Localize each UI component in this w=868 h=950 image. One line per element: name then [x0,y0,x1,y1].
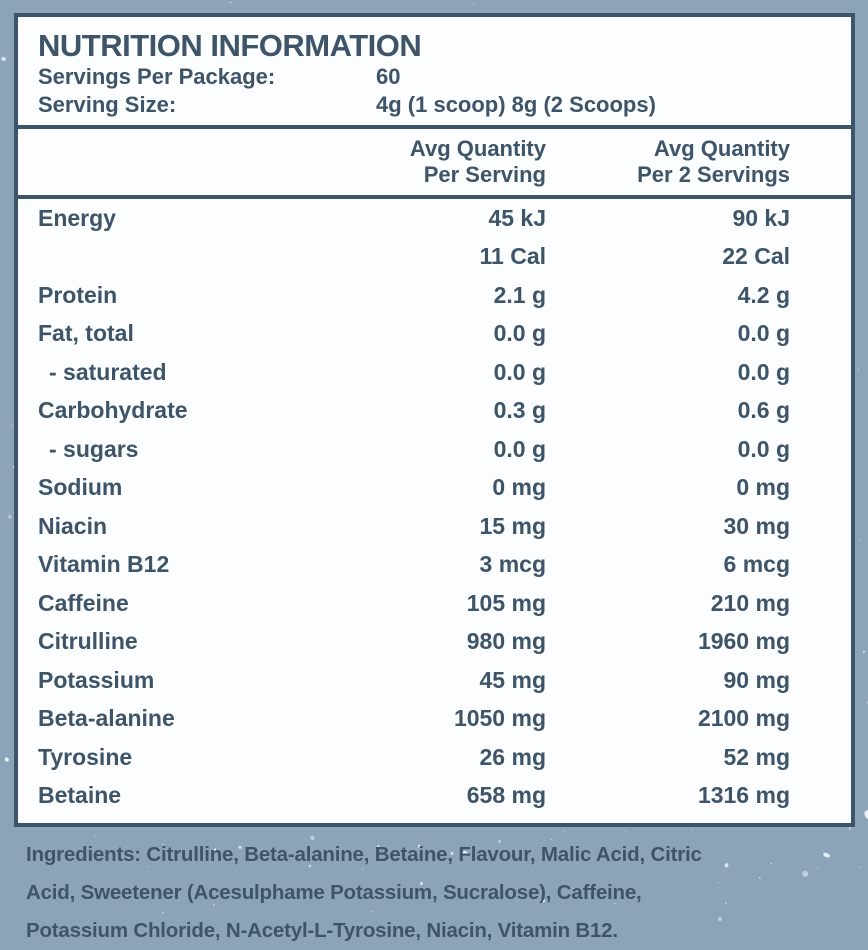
servings-per-package-row [38,63,831,91]
per-2-servings-value: 22 Cal [722,243,790,270]
per-serving-value: 26 mg [479,743,546,770]
card-header [18,17,851,125]
nutrient-label: Caffeine [38,589,129,616]
per-2-servings-value: 90 mg [723,666,790,693]
per-serving-value: 1050 mg [453,705,546,732]
table-row-betaine [18,777,851,816]
per-serving-value: 0.0 g [493,320,546,347]
serving-size-value: 4g (1 scoop) 8g (2 Scoops) [376,92,656,117]
per-2-servings-value: 90 kJ [732,204,790,231]
per-2-servings-value: 0.0 g [737,358,790,385]
per-2-servings-column-header [546,136,790,188]
serving-size-row [38,91,831,119]
ingredients-text [26,836,856,950]
table-row-fat-total [18,315,851,354]
per-serving-value: 11 Cal [479,243,546,270]
per-2-servings-value: 210 mg [710,589,790,616]
per-serving-value: 3 mcg [479,551,546,578]
per-serving-value: 2.1 g [493,281,546,308]
nutrient-label: Niacin [38,512,108,539]
nutrition-table [18,199,851,815]
nutrient-label: Fat, total [38,320,134,347]
nutrient-label: - sugars [49,435,139,462]
per-2-servings-value: 6 mcg [723,551,790,578]
nutrient-label: Citrulline [38,628,138,655]
servings-per-package-value: 60 [376,64,401,89]
per-serving-value: 105 mg [466,589,546,616]
per-2-servings-value: 0.0 g [737,435,790,462]
per-serving-value: 15 mg [479,512,546,539]
column-headers [18,129,851,195]
nutrient-label: Protein [38,281,118,308]
nutrient-label: Energy [38,204,116,231]
per-serving-value: 980 mg [466,628,546,655]
per-2-servings-value: 52 mg [723,743,790,770]
per-2-servings-header-line1: Avg Quantity [653,136,790,161]
per-2-servings-value: 30 mg [723,512,790,539]
table-row-carbohydrate [18,392,851,431]
nutrition-card [14,13,855,827]
per-serving-value: 0.3 g [493,397,546,424]
per-serving-header-line1: Avg Quantity [409,136,546,161]
per-2-servings-value: 1960 mg [697,628,790,655]
per-2-servings-value: 0.0 g [737,320,790,347]
per-serving-value: 0.0 g [493,358,546,385]
per-serving-value: 0.0 g [493,435,546,462]
per-2-servings-value: 0.6 g [737,397,790,424]
per-2-servings-value: 0 mg [736,474,790,501]
nutrient-label: Betaine [38,782,122,809]
per-2-servings-value: 2100 mg [697,705,790,732]
panel-title: NUTRITION INFORMATION [38,28,422,63]
per-serving-value: 658 mg [466,782,546,809]
nutrient-label: Beta-alanine [38,705,175,732]
table-row-tyrosine [18,738,851,777]
per-serving-header-line2: Per Serving [423,162,546,187]
nutrient-label: - saturated [49,358,167,385]
per-serving-value: 45 mg [479,666,546,693]
nutrient-label: Vitamin B12 [38,551,170,578]
nutrient-label: Sodium [38,474,123,501]
table-row-niacin [18,507,851,546]
table-row-citrulline [18,623,851,662]
table-row-energy [18,199,851,238]
nutrient-label: Tyrosine [38,743,133,770]
nutrient-label: Carbohydrate [38,397,188,424]
nutrient-label: Potassium [38,666,155,693]
table-row-sugars [18,430,851,469]
per-serving-value: 0 mg [492,474,546,501]
ingredients-line: Acid, Sweetener (Acesulphame Potassium, Sucralose), Caffeine, [26,881,642,904]
per-2-servings-value: 4.2 g [737,281,790,308]
per-serving-value: 45 kJ [488,204,546,231]
ingredients-line: Ingredients: Citrulline, Beta-alanine, Betaine, Flavour, Malic Acid, Citric [26,843,702,866]
ingredients-line: Potassium Chloride, N-Acetyl-L-Tyrosine, Niacin, Vitamin B12. [26,919,618,942]
per-serving-column-header [356,136,546,188]
table-row-vitamin-b12 [18,546,851,585]
table-row-potassium [18,661,851,700]
table-row-sodium [18,469,851,508]
per-2-servings-value: 1316 mg [697,782,790,809]
per-2-servings-header-line2: Per 2 Servings [637,162,790,187]
table-row-protein [18,276,851,315]
servings-per-package-label: Servings Per Package: [38,64,276,89]
table-row-caffeine [18,584,851,623]
table-row-saturated [18,353,851,392]
serving-size-label: Serving Size: [38,92,177,117]
table-row-energy-cal [18,238,851,277]
table-row-beta-alanine [18,700,851,739]
